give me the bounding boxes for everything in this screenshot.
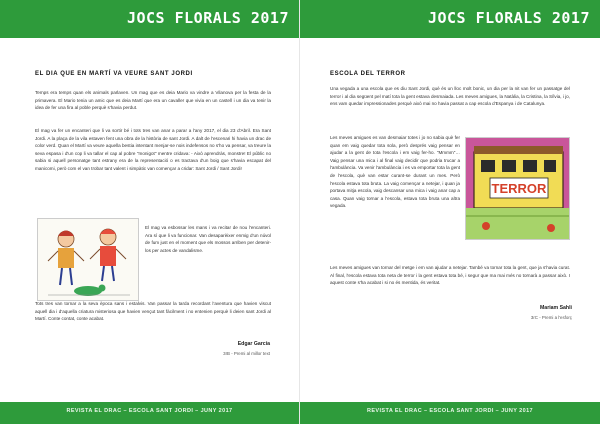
left-paragraph-1: Temps era temps quan els animals parlaven. Un mag que es deia Mario va vindre a Vilanova per la festa de la primavera. El Mario tenia un amic que es deia Martí que era un cavaller que vivia en un castell i un dia va tenir la idea de fer una fira al poble perquè s'havia perdut. [35, 90, 271, 111]
header-bar-left [0, 0, 299, 38]
right-author-name: Mariam Sahli [539, 305, 572, 311]
footer-text-left: REVISTA EL DRAC – ESCOLA SANT JORDI – JUNY 2017 [66, 408, 233, 414]
header-title-right: JOCS FLORALS 2017 [427, 9, 590, 27]
right-paragraph-3: Les meves amigues van tornar del metge i em van ajudar a netejar. També va tornar tota la gent, que ja s'havia curat. Al final, l'escola estava tota neta de terror i la gent estava tota bé, i segur que ma mai més no tornarà a passar això. I aquest conte s'ha acabat i si no és mentida, és veritat. [330, 265, 570, 286]
right-drawing [465, 137, 570, 240]
terror-sign-text: TERROR [491, 181, 547, 196]
left-author-role: 3rB - Premi al millor text [223, 351, 270, 356]
haunted-school-icon [466, 138, 570, 240]
footer-text-right: REVISTA EL DRAC – ESCOLA SANT JORDI – JUNY 2017 [366, 408, 533, 414]
left-paragraph-4: Tots tres van tornar a la seva època sans i estalvis. Van passar la tarda recordant l'aventura que havien viscut aquell dia i d'aquella criatura misteriosa que havien vençut tant fàcilment i no entenien perquè li deien sant Jordi al Martí. Conte contat, conte acabat. [35, 301, 271, 322]
right-story-heading: ESCOLA DEL TERROR [330, 71, 406, 77]
left-author-name: Edgar García [237, 341, 270, 347]
right-paragraph-2: Les meves amigues es van desmaiar totes i jo no sabia què fer quan em vaig quedar tota sola, però després vaig pensar en ajudar a la gent de tota l'escola i em vaig fer-ho. "Mmmm"… Vaig pensar una mica i al final vaig decidir que podria trucar a l'ambulància. Va venir l'ambulància i es va emportar tota la gent de l'escola, què van estar curant-se durant un mes. Però l'escola estava tota bruta. La vaig començar a netejar, i quan ja portava mitja escola, vaig descansar una mica i vaig anar cap a casa. Quan vaig tornar a l'escola, estava tota bruta una altra vegada. [330, 135, 460, 209]
left-paragraph-2: El mag va fer un encanteri que li va sortir bé i tots tres van anar a parar a l'any 2017, el dia 23 d'Abril. Era Sant Jordi. A la plaça de la vila estaven fent una obra de la història de sant Jordi. A dalt de l'escenari hi havia un drac de color verd. Quan el Martí va veure aquella bestia intentant menjar-se nois indefensos no s'ho va pensar, va treure la seva espasa i d'un cop li va tallar el cap al pobre "monigot" mentre cridava: - Això aprendràs, monstre! El públic no sabia si aquell personatge tant estrany era de la representació o es tractava d'un boig que s'havia escapat del manicomi, però com el van trobar tant valent i simpàtic van començar a cridar: Sant Jordi / Sant Jordi! [35, 128, 271, 171]
left-drawing [37, 218, 139, 301]
header-bar-right [300, 0, 600, 38]
header-title-left: JOCS FLORALS 2017 [126, 9, 289, 27]
footer-bar-left [0, 402, 299, 424]
right-signature [531, 305, 572, 320]
left-story-heading: EL DIA QUE EN MARTÍ VA VEURE SANT JORDI [35, 71, 193, 77]
footer-bar-right [300, 402, 600, 424]
left-paragraph-3: El mag va esbossar les mans i va recitar de nou l'encanteri. Ara sí que li va funcionar. Van desaparèixer enmig d'un núvol de fum just en el moment que els mossos arriben per detenir-los per actes de vandalisme. [145, 225, 271, 253]
children-drawing-icon [38, 219, 139, 301]
left-signature [223, 341, 270, 356]
right-page [300, 0, 600, 424]
right-paragraph-1: Una vegada a una escola que es diu Sant Jordi, què és un lloc molt bonic, un dia per la nit van fer un passatge del terror i al dia següent pel matí tota la gent estava desmaiada. Les meves amigues, la Natàlia, la Cristina, la Sílvia, i jo, ens vam quedar impressionades perquè això mai no havia passat a cap escola d'Espanya i de Catalunya. [330, 86, 570, 107]
right-author-role: 3rC - Premi a l'esforç [530, 315, 572, 320]
